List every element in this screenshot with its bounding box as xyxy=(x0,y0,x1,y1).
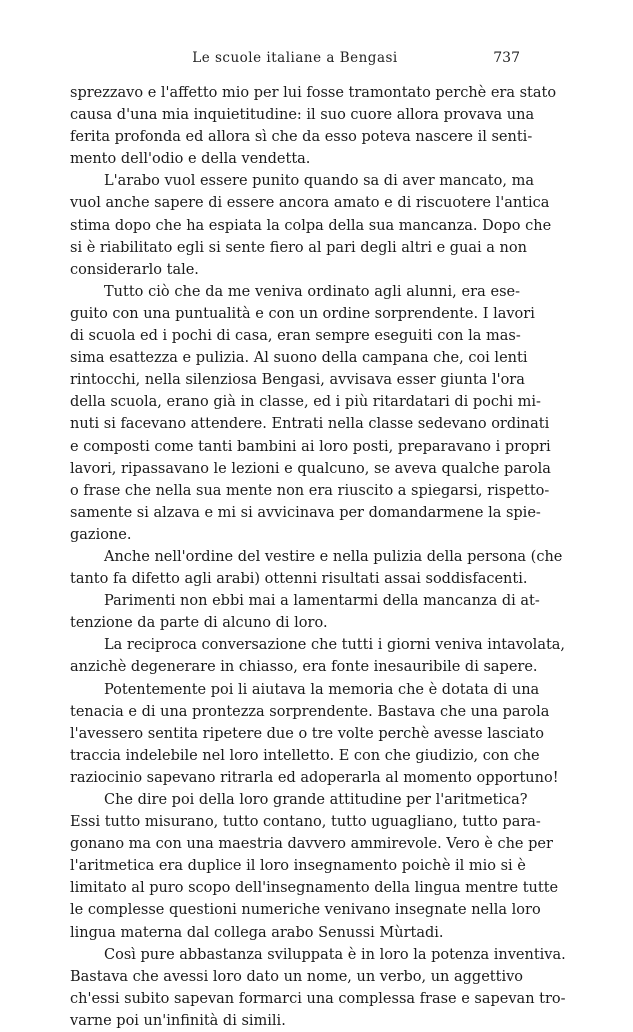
paragraph xyxy=(70,789,559,944)
page-header xyxy=(70,50,520,70)
text-line: varne poi un'infinità di simili. xyxy=(70,1012,286,1029)
text-line: di scuola ed i pochi di casa, eran sempre eseguiti con la mas- xyxy=(70,328,521,345)
page-number: 737 xyxy=(493,50,520,66)
text-line: l'aritmetica era duplice il loro insegnamento poichè il mio si è xyxy=(70,858,526,875)
text-line: tenzione da parte di alcuno di loro. xyxy=(70,615,328,632)
paragraph xyxy=(70,590,540,634)
text-line: le complesse questioni numeriche venivano insegnate nella loro xyxy=(70,902,541,919)
text-line: raziocinio sapevano ritrarla ed adoperarla al momento opportuno! xyxy=(70,769,559,786)
text-line: samente si alzava e mi si avvicinava per domandarmene la spie- xyxy=(70,504,541,521)
text-line: tanto fa difetto agli arabi) ottenni risultati assai soddisfacenti. xyxy=(70,571,528,588)
text-line: ferita profonda ed allora sì che da esso poteva nascere il senti- xyxy=(70,129,533,146)
paragraph xyxy=(70,82,557,170)
text-line: sima esattezza e pulizia. Al suono della campana che, coi lenti xyxy=(70,350,528,367)
text-line: Anche nell'ordine del vestire e nella pulizia della persona (che xyxy=(104,548,563,565)
text-line: vuol anche sapere di essere ancora amato e di riscuotere l'antica xyxy=(70,195,550,212)
paragraph xyxy=(70,679,559,789)
paragraph xyxy=(70,944,566,1032)
text-line: Che dire poi della loro grande attitudine per l'aritmetica? xyxy=(104,792,528,808)
text-line: l'avessero sentita ripetere due o tre volte perchè avesse lasciato xyxy=(70,725,544,742)
text-line: anzichè degenerare in chiasso, era fonte inesauribile di sapere. xyxy=(70,659,538,676)
text-line: limitato al puro scopo dell'insegnamento della lingua mentre tutte xyxy=(70,880,559,897)
text-line: guito con una puntualità e con un ordine sorprendente. I lavori xyxy=(70,305,535,322)
text-line: e composti come tanti bambini ai loro posti, preparavano i propri xyxy=(70,438,551,455)
text-line: tenacia e di una prontezza sorprendente. Bastava che una parola xyxy=(70,703,550,720)
text-line: lavori, ripassavano le lezioni e qualcuno, se aveva qualche parola xyxy=(70,460,551,477)
text-line: considerarlo tale. xyxy=(70,261,199,278)
text-line: nuti si facevano attendere. Entrati nella classe sedevano ordinati xyxy=(70,416,550,433)
text-line: sprezzavo e l'affetto mio per lui fosse tramontato perchè era stato xyxy=(70,85,557,101)
text-line: Bastava che avessi loro dato un nome, un verbo, un aggettivo xyxy=(70,968,523,985)
text-line: Potentemente poi li aiutava la memoria che è dotata di una xyxy=(104,681,540,698)
text-line: rintocchi, nella silenziosa Bengasi, avvisava esser giunta l'ora xyxy=(70,372,525,389)
text-line: gazione. xyxy=(70,526,132,543)
text-line: Tutto ciò che da me veniva ordinato agli alunni, era ese- xyxy=(104,283,520,300)
running-title: Le scuole italiane a Bengasi xyxy=(192,50,398,66)
text-line: mento dell'odio e della vendetta. xyxy=(70,151,311,168)
text-line: della scuola, erano già in classe, ed i più ritardatari di pochi mi- xyxy=(70,394,541,411)
paragraph xyxy=(70,170,552,280)
text-line: L'arabo vuol essere punito quando sa di aver mancato, ma xyxy=(104,173,534,190)
text-line: Parimenti non ebbi mai a lamentarmi della mancanza di at- xyxy=(104,593,540,610)
paragraph xyxy=(70,546,563,590)
text-line: o frase che nella sua mente non era riuscito a spiegarsi, rispetto- xyxy=(70,482,550,499)
text-line: si è riabilitato egli si sente fiero al pari degli altri e guai a non xyxy=(70,239,527,256)
text-line: La reciproca conversazione che tutti i giorni veniva intavolata, xyxy=(104,637,566,654)
body-text xyxy=(70,82,566,1032)
text-line: Così pure abbastanza sviluppata è in loro la potenza inventiva. xyxy=(104,946,566,963)
text-line: gonano ma con una maestria davvero ammirevole. Vero è che per xyxy=(70,836,553,853)
text-line: ch'essi subito sapevan formarci una complessa frase e sapevan tro- xyxy=(70,990,566,1007)
paragraph xyxy=(70,281,551,546)
text-line: lingua materna dal collega arabo Senussi Mùrtadi. xyxy=(70,924,444,941)
text-line: stima dopo che ha espiata la colpa della sua mancanza. Dopo che xyxy=(70,217,552,234)
text-line: causa d'una mia inquietitudine: il suo cuore allora provava una xyxy=(70,107,535,124)
text-line: traccia indelebile nel loro intelletto. E con che giudizio, con che xyxy=(70,747,540,764)
text-line: Essi tutto misurano, tutto contano, tutto uguagliano, tutto para- xyxy=(70,814,541,831)
paragraph xyxy=(70,634,566,678)
